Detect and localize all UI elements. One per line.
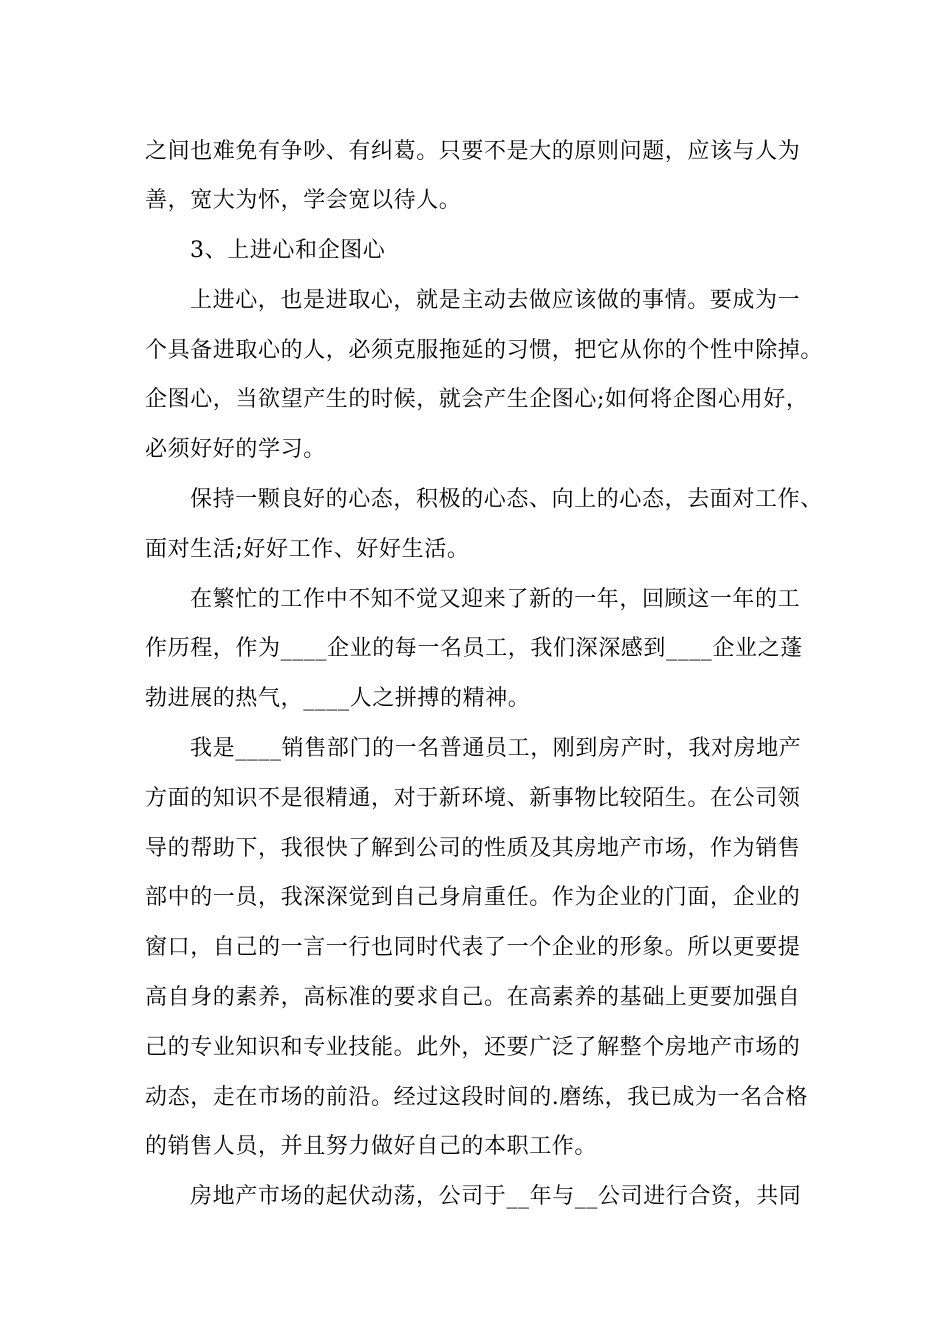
text-line: 窗口，自己的一言一行也同时代表了一个企业的形象。所以更要提	[145, 935, 801, 960]
text-line: 动态，走在市场的前沿。经过这段时间的.磨练，我已成为一名合格	[145, 1085, 808, 1110]
text-line: 导的帮助下，我很快了解到公司的性质及其房地产市场，作为销售	[145, 836, 801, 861]
text-line: 我是____销售部门的一名普通员工，刚到房产时，我对房地产	[190, 736, 802, 761]
text-line: 在繁忙的工作中不知不觉又迎来了新的一年，回顾这一年的工	[190, 587, 801, 612]
text-line: 房地产市场的起伏动荡，公司于__年与__公司进行合资，共同	[190, 1184, 802, 1209]
text-line: 勃进展的热气，____人之拼搏的精神。	[145, 686, 531, 711]
text-line: 作历程，作为____企业的每一名员工，我们深深感到____企业之蓬	[145, 636, 803, 661]
text-line: 方面的知识不是很精通，对于新环境、新事物比较陌生。在公司领	[145, 786, 801, 811]
section-heading: 3、上进心和企图心	[190, 238, 386, 263]
text-line: 善，宽大为怀，学会宽以待人。	[145, 188, 462, 213]
text-line: 企图心，当欲望产生的时候，就会产生企图心;如何将企图心用好，	[145, 387, 809, 412]
text-line: 必须好好的学习。	[145, 437, 326, 462]
text-line: 之间也难免有争吵、有纠葛。只要不是大的原则问题，应该与人为	[145, 139, 801, 164]
text-line: 上进心，也是进取心，就是主动去做应该做的事情。要成为一	[190, 288, 801, 313]
text-line: 高自身的素养，高标准的要求自己。在高素养的基础上更要加强自	[145, 985, 801, 1010]
text-line: 个具备进取心的人，必须克服拖延的习惯，把它从你的个性中除掉。	[145, 338, 824, 363]
text-line: 的销售人员，并且努力做好自己的本职工作。	[145, 1134, 598, 1159]
text-line: 己的专业知识和专业技能。此外，还要广泛了解整个房地产市场的	[145, 1035, 801, 1060]
text-line: 面对生活;好好工作、好好生活。	[145, 537, 470, 562]
text-line: 保持一颗良好的心态，积极的心态、向上的心态，去面对工作、	[190, 487, 823, 512]
text-line: 部中的一员，我深深觉到自己身肩重任。作为企业的门面，企业的	[145, 885, 801, 910]
